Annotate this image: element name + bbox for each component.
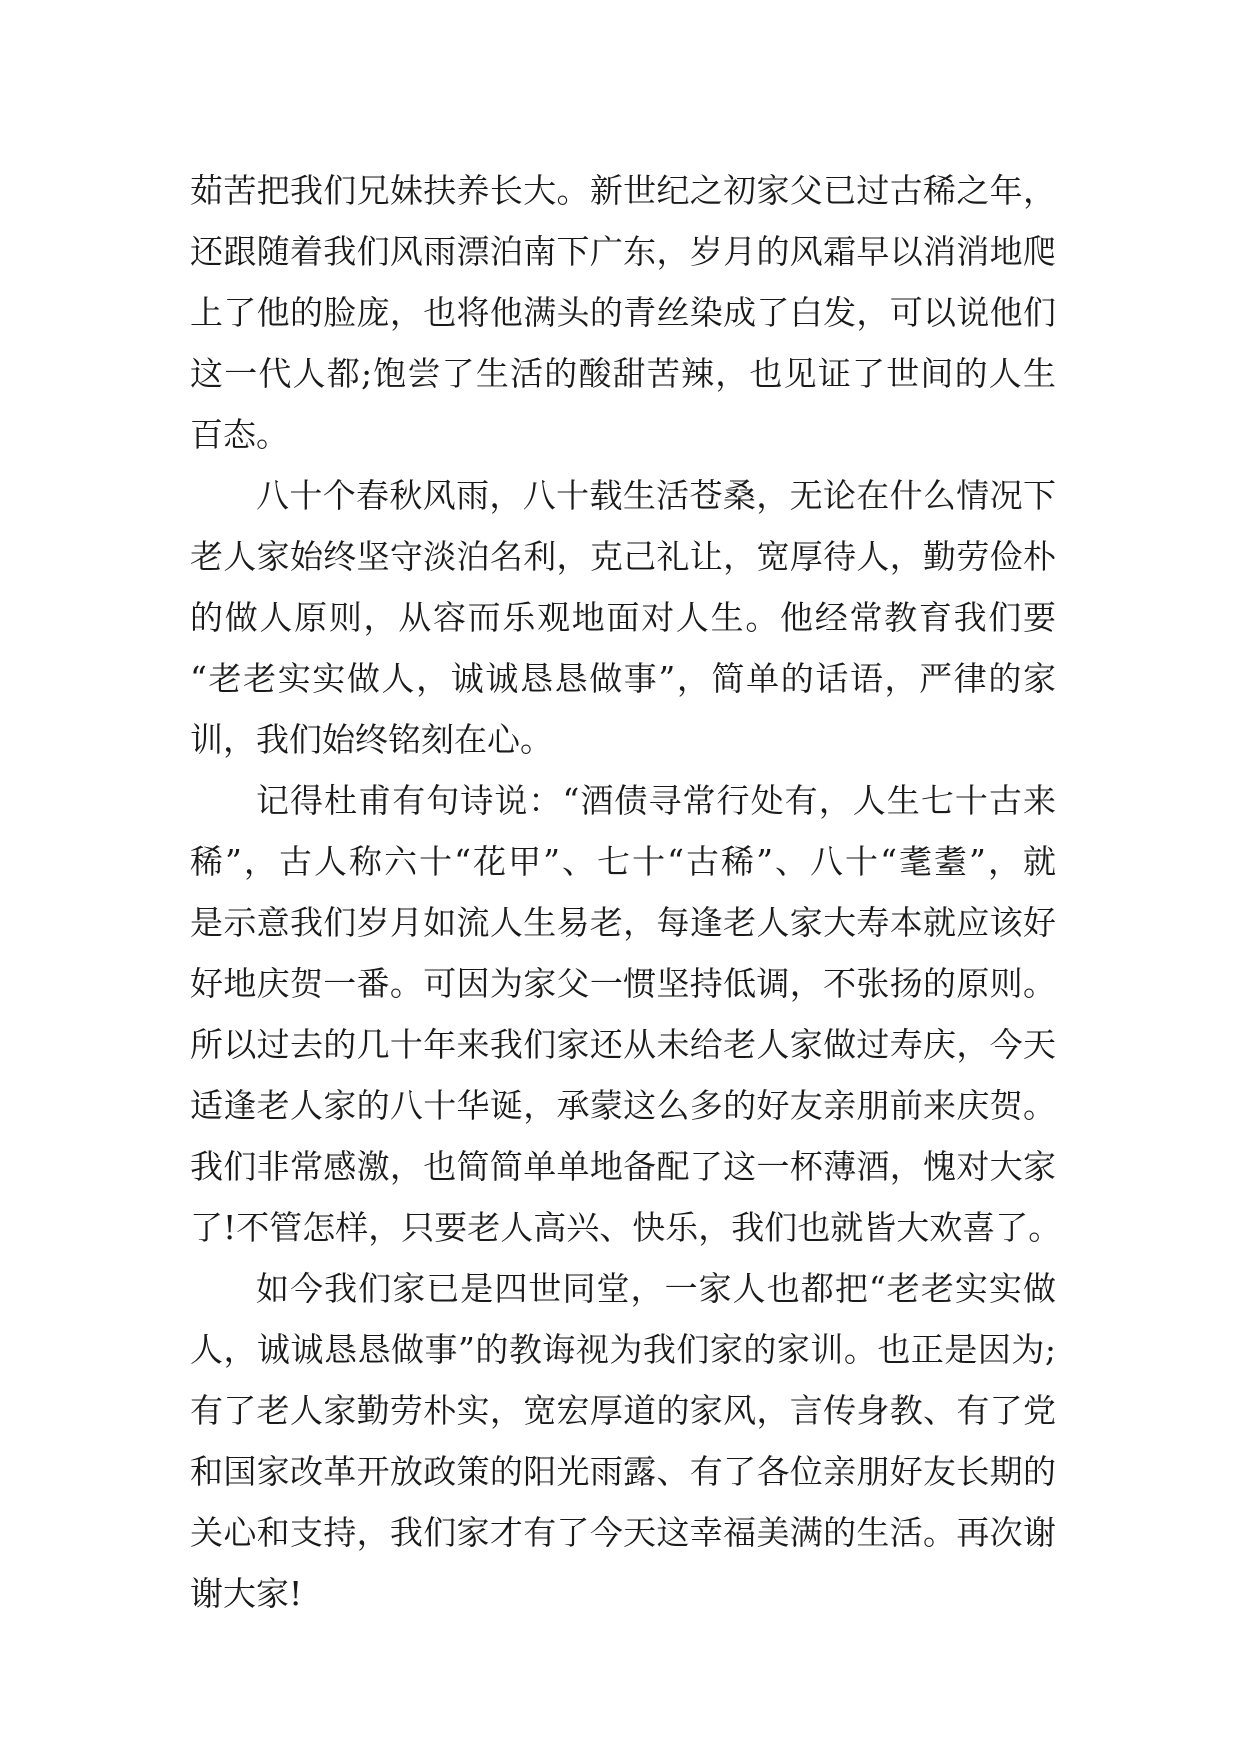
document-body <box>190 160 1062 1624</box>
text-line: 所以过去的几十年来我们家还从未给老人家做过寿庆，今天 <box>190 1025 1056 1064</box>
text-line: 百态。 <box>190 415 289 454</box>
text-line: 和国家改革开放政策的阳光雨露、有了各位亲朋好友长期的 <box>190 1452 1056 1491</box>
text-line: 老人家始终坚守淡泊名利，克己礼让，宽厚待人，勤劳俭朴 <box>190 537 1056 576</box>
text-line: 人，诚诚恳恳做事”的教诲视为我们家的家训。也正是因为; <box>190 1330 1056 1369</box>
text-line: “老老实实做人，诚诚恳恳做事”，简单的话语，严律的家 <box>190 659 1056 698</box>
text-line: 好地庆贺一番。可因为家父一惯坚持低调，不张扬的原则。 <box>190 964 1056 1003</box>
paragraph-first-line: 八十个春秋风雨，八十载生活苍桑，无论在什么情况下 <box>256 476 1056 515</box>
text-line: 训，我们始终铭刻在心。 <box>190 720 553 759</box>
text-line: 茹苦把我们兄妹扶养长大。新世纪之初家父已过古稀之年， <box>190 171 1056 210</box>
text-line: 稀”，古人称六十“花甲”、七十“古稀”、八十“耄耋”，就 <box>190 842 1056 881</box>
text-line: 的做人原则，从容而乐观地面对人生。他经常教育我们要 <box>190 598 1056 637</box>
text-line: 上了他的脸庞，也将他满头的青丝染成了白发，可以说他们 <box>190 293 1056 332</box>
text-line: 了!不管怎样，只要老人高兴、快乐，我们也就皆大欢喜了。 <box>190 1208 1062 1247</box>
paragraph-first-line: 如今我们家已是四世同堂，一家人也都把“老老实实做 <box>256 1269 1056 1308</box>
text-line: 是示意我们岁月如流人生易老，每逢老人家大寿本就应该好 <box>190 903 1056 942</box>
text-line: 适逢老人家的八十华诞，承蒙这么多的好友亲朋前来庆贺。 <box>190 1086 1056 1125</box>
text-line: 关心和支持，我们家才有了今天这幸福美满的生活。再次谢 <box>190 1513 1056 1552</box>
text-line: 有了老人家勤劳朴实，宽宏厚道的家风，言传身教、有了党 <box>190 1391 1056 1430</box>
text-line: 谢大家! <box>190 1574 303 1613</box>
paragraph-first-line: 记得杜甫有句诗说：“酒债寻常行处有，人生七十古来 <box>256 781 1056 820</box>
text-line: 我们非常感激，也简简单单地备配了这一杯薄酒，愧对大家 <box>190 1147 1056 1186</box>
text-line: 这一代人都;饱尝了生活的酸甜苦辣，也见证了世间的人生 <box>190 354 1056 393</box>
text-line: 还跟随着我们风雨漂泊南下广东，岁月的风霜早以消消地爬 <box>190 232 1056 271</box>
